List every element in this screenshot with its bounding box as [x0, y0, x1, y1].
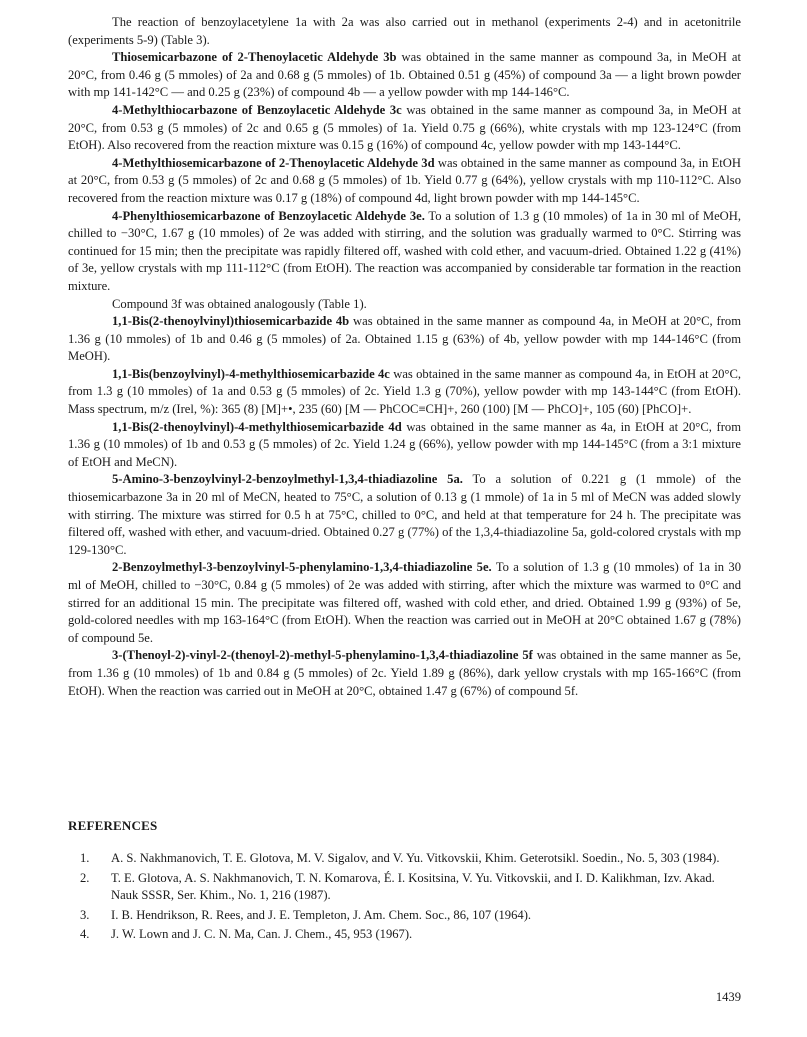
paragraph: The reaction of benzoylacetylene 1a with 2a was also carried out in methanol (experiments 2-4) and in acetonitrile (experiments 5-9) (Table 3). [68, 15, 741, 47]
paragraph: 3-(Thenoyl-2)-vinyl-2-(thenoyl-2)-methyl-5-phenylamino-1,3,4-thiadiazoline 5f was obtained in the same manner as 5e, from 1.36 g (10 mmoles) of 1b and 0.84 g (5 mmoles) of 2c. Yield 1.89 g (86%), dark yellow crystals with mp 165-166°C (from EtOH). When the reaction was carried out in MeOH at 20°C, obtained 1.47 g (67%) of compound 5f. [68, 648, 742, 698]
references-heading: REFERENCES [68, 818, 158, 833]
paragraph: Thiosemicarbazone of 2-Thenoylacetic Aldehyde 3b was obtained in the same manner as compound 3a, in MeOH at 20°C, from 0.46 g (5 mmoles) of 2a and 0.68 g (5 mmoles) of 1b. Obtained 0.51 g (45%) of compound 3a — a light brown powder with mp 141-142°C — and 0.25 g (23%) of compound 4b — a yellow powder with mp 144-146°C. [68, 50, 741, 100]
compound-heading: 4-Phenylthiosemicarbazone of Benzoylacetic Aldehyde 3e. [112, 208, 425, 223]
paragraph: 4-Methylthiocarbazone of Benzoylacetic Aldehyde 3c was obtained in the same manner as compound 3a, in MeOH at 20°C, from 0.53 g (5 mmoles) of 2c and 0.65 g (5 mmoles) of 1a. Yield 0.75 g (66%), white crystals with mp 123-124°C (from EtOH). Also recovered from the reaction mixture was 0.15 g (16%) of compound 4c, yellow powder with mp 143-144°C. [68, 102, 741, 153]
compound-heading: 3-(Thenoyl-2)-vinyl-2-(thenoyl-2)-methyl-5-phenylamino-1,3,4-thiadiazoline 5f [112, 648, 533, 663]
reference-item [68, 907, 741, 925]
compound-heading: 1,1-Bis(2-thenoylvinyl)thiosemicarbazide 4b [112, 314, 350, 329]
paragraph: 4-Methylthiosemicarbazone of 2-Thenoylacetic Aldehyde 3d was obtained in the same manner as compound 3a, in EtOH at 20°C, from 0.53 g (5 mmoles) of 2c and 0.68 g (5 mmoles) of 1b. Yield 0.77 g (64%), yellow crystals with mp 110-112°C. Also recovered from the reaction mixture was 0.17 g (18%) of compound 4d, light brown powder with mp 144-145°C. [68, 155, 741, 205]
reference-item [68, 850, 741, 868]
compound-heading: Thiosemicarbazone of 2-Thenoylacetic Aldehyde 3b [112, 50, 397, 65]
reference-number: 1. [80, 851, 90, 865]
reference-text: J. W. Lown and J. C. N. Ma, Can. J. Chem., 45, 953 (1967). [111, 927, 413, 942]
paragraph: 2-Benzoylmethyl-3-benzoylvinyl-5-phenylamino-1,3,4-thiadiazoline 5e. To a solution of 1.3 g (10 mmoles) of 1a in 30 ml of MeOH, chilled to −30°C, 0.84 g (5 mmoles) of 2e was added with stirring, after which the mixture was warmed to 0°C and stirred for an additional 15 min. The precipitate was filtered off, washed with cold ether, and dried. Obtained 1.99 g (93%) of 5e, gold-colored needles with mp 163-164°C (from EtOH). When the reaction was carried out in MeOH at 20°C obtained 1.67 g (78%) of compound 5e. [68, 560, 741, 645]
paragraph: 5-Amino-3-benzoylvinyl-2-benzoylmethyl-1,3,4-thiadiazoline 5a. To a solution of 0.221 g (1 mmole) of the thiosemicarbazone 3a in 20 ml of MeCN, heated to 75°C, a solution of 0.13 g (1 mmole) of 1a in 5 ml of MeCN was added slowly with stirring. The mixture was stirred for 0.5 h at 75°C, chilled to 0°C, and held at that temperature for 24 h. The precipitate was filtered off, washed with ether, and vacuum-dried. Obtained 0.27 g (77%) of the 1,3,4-thiadiazoline 5a, gold-colored crystals with mp 129-130°C. [68, 472, 741, 557]
reference-text: T. E. Glotova, A. S. Nakhmanovich, T. N. Komarova, É. I. Kositsina, V. Yu. Vitkovskii, and I. D. Kalikhman, Izv. Akad. Nauk SSSR, Ser. Khim., No. 1, 216 (1987). [111, 870, 715, 903]
compound-heading: 4-Methylthiosemicarbazone of 2-Thenoylacetic Aldehyde 3d [112, 155, 435, 170]
body-text [68, 14, 741, 700]
references-list [68, 850, 741, 946]
reference-text: A. S. Nakhmanovich, T. E. Glotova, M. V. Sigalov, and V. Yu. Vitkovskii, Khim. Geterotsikl. Soedin., No. 5, 303 (1984). [111, 851, 720, 865]
paragraph: Compound 3f was obtained analogously (Table 1). [112, 296, 367, 311]
compound-heading: 2-Benzoylmethyl-3-benzoylvinyl-5-phenylamino-1,3,4-thiadiazoline 5e. [112, 560, 492, 575]
compound-heading: 5-Amino-3-benzoylvinyl-2-benzoylmethyl-1,3,4-thiadiazoline 5a. [112, 472, 463, 487]
paragraph: 1,1-Bis(2-thenoylvinyl)-4-methylthiosemicarbazide 4d was obtained in the same manner as 4a, in EtOH at 20°C, from 1.36 g (10 mmoles) of 1b and 0.53 g (5 mmoles) of 2c. Yield 1.24 g (66%), yellow powder with mp 144-145°C (from a 3:1 mixture of EtOH and MeCN). [68, 419, 741, 469]
page-number: 1439 [715, 990, 741, 1004]
compound-heading: 1,1-Bis(2-thenoylvinyl)-4-methylthiosemicarbazide 4d [112, 419, 402, 434]
paragraph: 1,1-Bis(benzoylvinyl)-4-methylthiosemicarbazide 4c was obtained in the same manner as compound 4a, in EtOH at 20°C, from 1.3 g (10 mmoles) of 1a and 0.53 g (5 mmoles) of 2c. Yield 1.3 g (70%), yellow powder with mp 143-144°C (from EtOH). Mass spectrum, m/z (Irel, %): 365 (8) [M]+•, 235 (60) [M — PhCOC≡CH]+, 260 (100) [M — PhCO]+, 105 (60) [PhCO]+. [68, 366, 741, 417]
compound-heading: 1,1-Bis(benzoylvinyl)-4-methylthiosemicarbazide 4c [112, 366, 390, 381]
reference-item [68, 870, 741, 905]
reference-text: I. B. Hendrikson, R. Rees, and J. E. Templeton, J. Am. Chem. Soc., 86, 107 (1964). [111, 907, 532, 922]
reference-number: 2. [80, 870, 90, 885]
paragraph: 4-Phenylthiosemicarbazone of Benzoylacetic Aldehyde 3e. To a solution of 1.3 g (10 mmoles) of 1a in 30 ml of MeOH, chilled to −30°C, 1.67 g (10 mmoles) of 2e was added with stirring, and the solution was gradually warmed to 0°C. Stirring was continued for 15 min; then the precipitate was rapidly filtered off, washed with cold ether, and vacuum-dried. Obtained 1.22 g (41%) of 3e, yellow crystals with mp 111-112°C (from EtOH). The reaction was accompanied by considerable tar formation in the reaction mixture. [68, 208, 741, 293]
paragraph: 1,1-Bis(2-thenoylvinyl)thiosemicarbazide 4b was obtained in the same manner as compound 4a, in MeOH at 20°C, from 1.36 g (10 mmoles) of 1b and 0.46 g (5 mmoles) of 2a. Obtained 1.15 g (63%) of 4b, yellow powder with mp 144-146°C (from MeOH). [68, 314, 742, 364]
reference-number: 3. [80, 907, 90, 922]
reference-number: 4. [80, 927, 90, 942]
reference-item [68, 926, 741, 944]
compound-heading: 4-Methylthiocarbazone of Benzoylacetic Aldehyde 3c [112, 102, 402, 117]
